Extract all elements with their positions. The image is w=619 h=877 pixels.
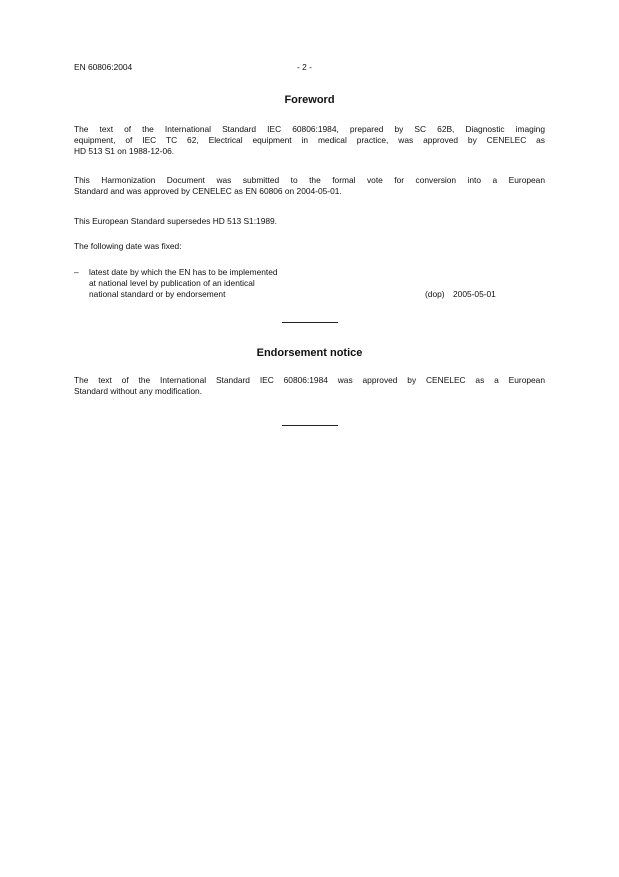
foreword-heading: Foreword (284, 94, 335, 106)
text-line: This European Standard supersedes HD 513 S1:1989. (74, 216, 277, 226)
dates-list-item (89, 267, 278, 301)
dop-date: 2005-05-01 (453, 289, 496, 300)
endorsement-paragraph (74, 375, 545, 397)
foreword-paragraph-1 (74, 124, 545, 158)
document-id: EN 60806:2004 (74, 62, 133, 72)
text-line: HD 513 S1 on 1988-12-06. (74, 146, 175, 157)
page-number: - 2 - (297, 62, 312, 72)
text-line: The following date was fixed: (74, 241, 182, 251)
text-line: The text of the International Standard IEC 60806:1984, prepared by SC 62B, Diagnostic imaging (74, 124, 545, 134)
text-line: at national level by publication of an identical (89, 278, 255, 289)
section-divider (282, 322, 338, 323)
text-line: This Harmonization Document was submitted to the formal vote for conversion into a European (74, 175, 545, 185)
text-line: national standard or by endorsement (89, 289, 226, 300)
foreword-paragraph-2 (74, 175, 545, 197)
dop-code: (dop) (425, 289, 445, 300)
text-line: Standard without any modification. (74, 386, 203, 397)
section-divider (282, 425, 338, 426)
text-line: equipment, of IEC TC 62, Electrical equipment in medical practice, was approved by CENELEC as (74, 135, 545, 146)
text-line: Standard and was approved by CENELEC as EN 60806 on 2004-05-01. (74, 186, 342, 197)
foreword-paragraph-3 (74, 216, 545, 227)
text-line: latest date by which the EN has to be implemented (89, 267, 278, 277)
endorsement-heading: Endorsement notice (256, 347, 363, 359)
text-line: The text of the International Standard IEC 60806:1984 was approved by CENELEC as a European (74, 375, 545, 385)
list-dash: – (74, 267, 79, 277)
foreword-paragraph-4 (74, 241, 545, 252)
